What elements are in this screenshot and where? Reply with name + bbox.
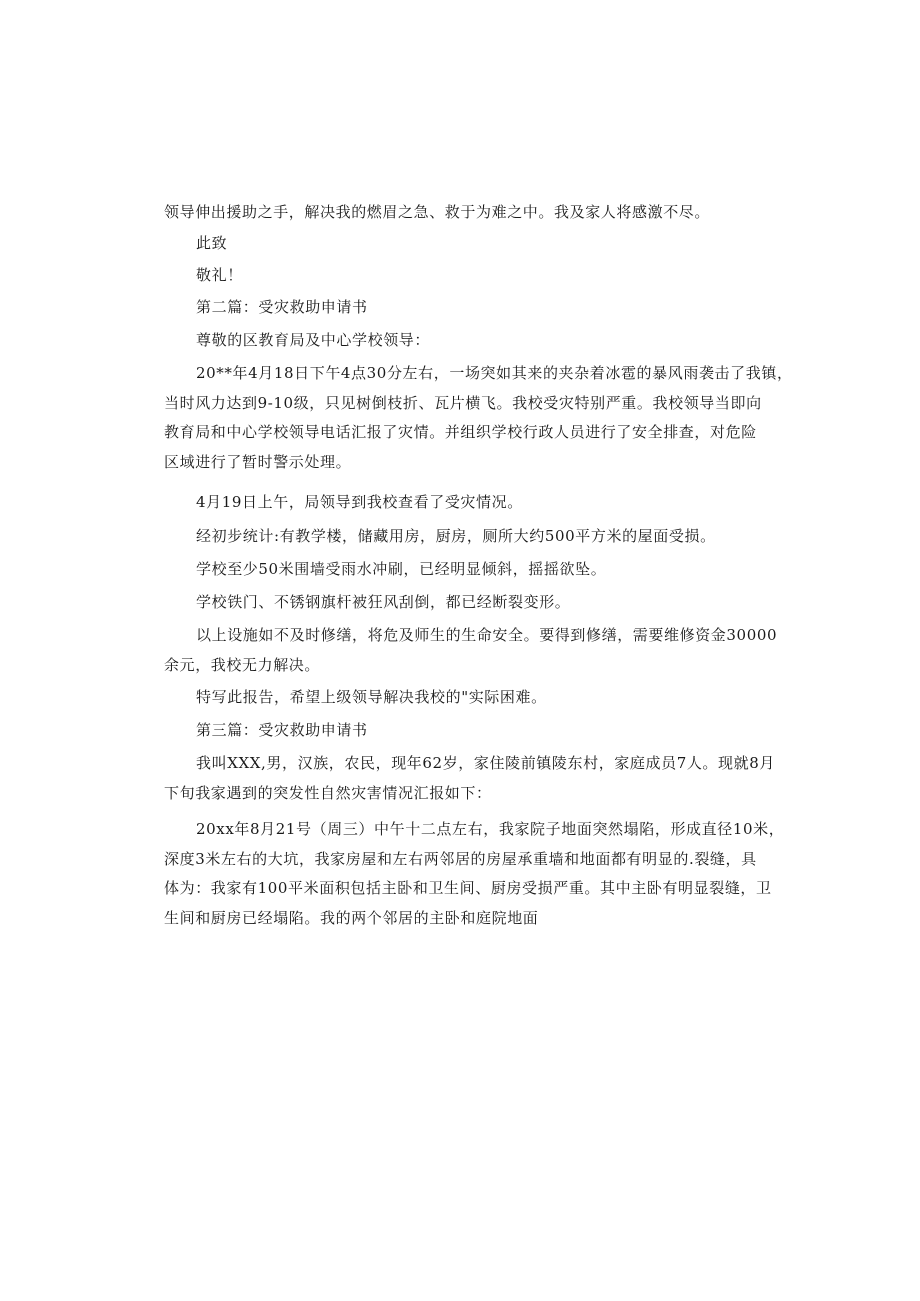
text-line: 经初步统计:有教学楼，储藏用房，厨房，厕所大约500平方米的屋面受损。 [196, 527, 716, 545]
text-line: 4月19日上午，局领导到我校查看了受灾情况。 [196, 493, 523, 511]
text-line: 余元，我校无力解决。 [164, 655, 321, 674]
text-line: 此致 [196, 234, 228, 252]
text-line: 第三篇：受灾救助申请书 [196, 721, 368, 739]
text-line: 生间和厨房已经塌陷。我的两个邻居的主卧和庭院地面 [164, 908, 539, 927]
paragraph-sinkhole-description [164, 815, 785, 933]
text-line: 20xx年8月21号（周三）中午十二点左右，我家院子地面突然塌陷，形成直径10米， [196, 820, 785, 838]
text-line: 尊敬的区教育局及中心学校领导： [196, 331, 431, 349]
text-line: 特写此报告，希望上级领导解决我校的"实际困难。 [196, 688, 547, 706]
text-line: 学校铁门、不锈钢旗杆被狂风刮倒，都已经断裂变形。 [196, 593, 571, 611]
paragraph-repair-funds [164, 621, 778, 680]
text-line: 深度3米左右的大坑，我家房屋和左右两邻居的房屋承重墙和地面都有明显的.裂缝，具 [164, 849, 757, 868]
paragraph-gate-damage [196, 588, 764, 618]
paragraph-closing-request [164, 198, 764, 228]
text-line: 学校至少50米围墙受雨水冲刷，已经明显倾斜，摇摇欲坠。 [196, 560, 607, 578]
text-line: 20**年4月18日下午4点30分左右，一场突如其来的夹杂着冰雹的暴风雨袭击了我镇， [196, 364, 793, 382]
salutation-cizhi [196, 229, 764, 259]
text-line: 我叫XXX,男，汉族，农民，现年62岁，家住陵前镇陵东村，家庭成员7人。现就8月 [196, 754, 775, 772]
section-heading-3 [196, 716, 764, 746]
paragraph-statistics [196, 522, 764, 552]
text-line: 体为：我家有100平米面积包括主卧和卫生间、厨房受损严重。其中主卧有明显裂缝，卫 [164, 879, 772, 897]
paragraph-wall-damage [196, 555, 764, 585]
salutation-jingli [196, 261, 764, 291]
paragraph-applicant-info [164, 749, 775, 808]
paragraph-report-request [196, 683, 764, 713]
text-line: 区域进行了暂时警示处理。 [164, 452, 352, 471]
paragraph-inspection [196, 488, 764, 518]
text-line: 第二篇：受灾救助申请书 [196, 298, 368, 316]
text-line: 下旬我家遇到的突发性自然灾害情况汇报如下： [164, 783, 492, 802]
text-line: 教育局和中心学校领导电话汇报了灾情。并组织学校行政人员进行了安全排查，对危险 [164, 423, 757, 441]
text-line: 领导伸出援助之手，解决我的燃眉之急、救于为难之中。我及家人将感激不尽。 [164, 203, 711, 221]
text-line: 敬礼！ [196, 266, 243, 284]
addressee-2 [196, 326, 764, 356]
section-heading-2 [196, 293, 764, 323]
text-line: 以上设施如不及时修缮，将危及师生的生命安全。要得到修缮，需要维修资金30000 [196, 626, 778, 644]
paragraph-disaster-description [164, 359, 793, 477]
text-line: 当时风力达到9-10级，只见树倒枝折、瓦片横飞。我校受灾特别严重。我校领导当即向 [164, 393, 762, 412]
